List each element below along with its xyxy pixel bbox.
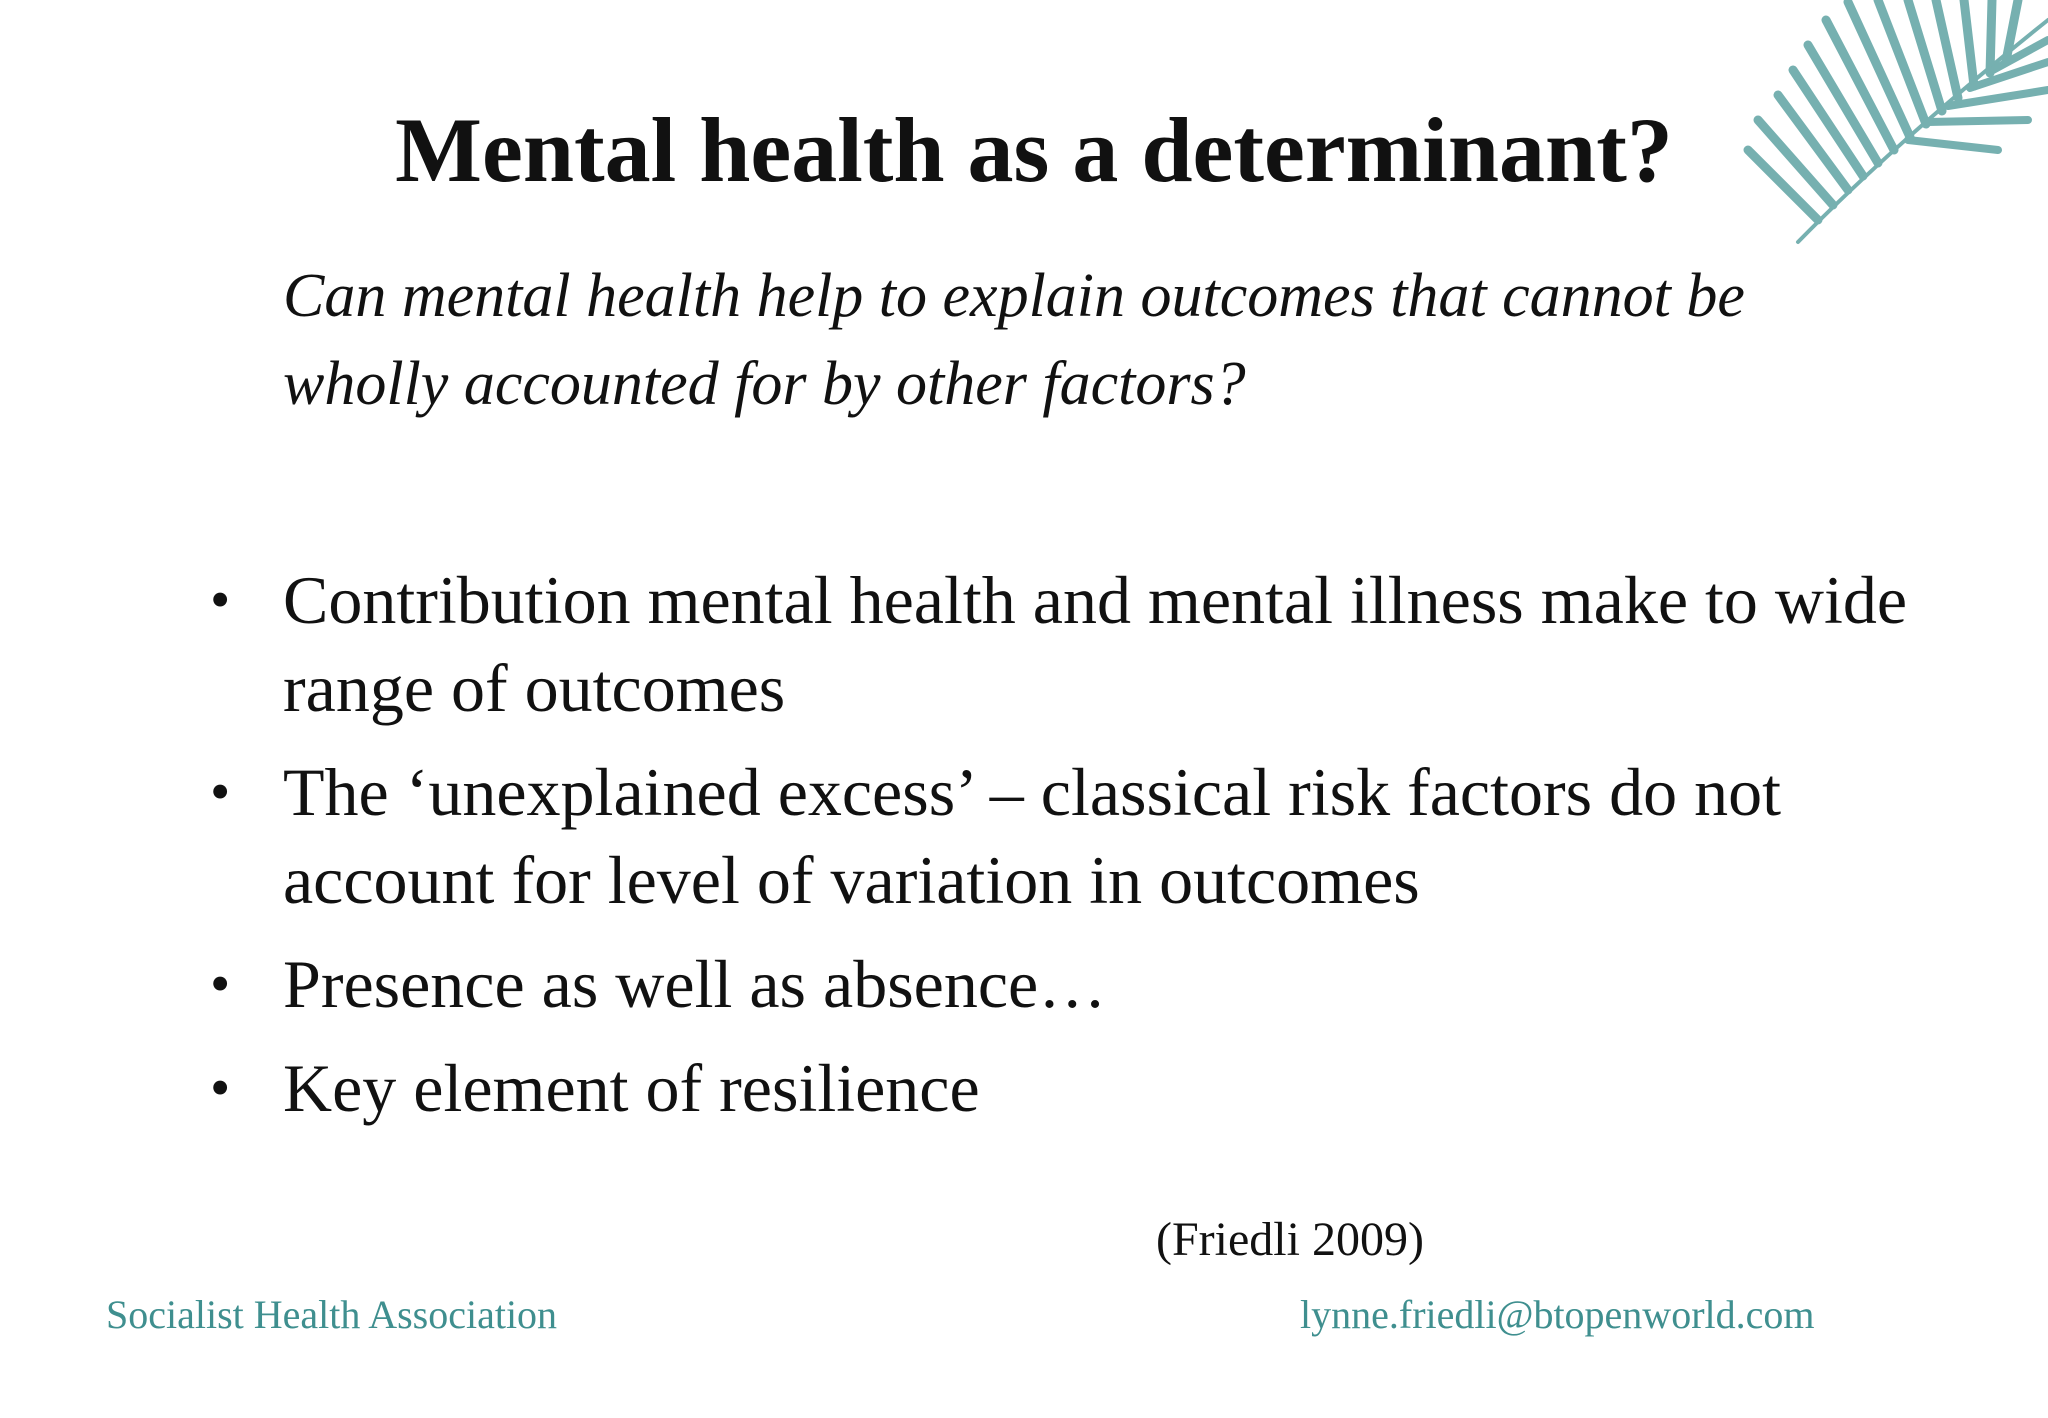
bullet-icon: • bbox=[210, 951, 231, 1016]
bullet-item bbox=[210, 748, 1910, 924]
slide-question: Can mental health help to explain outcomes that cannot be wholly accounted for by other factors? bbox=[283, 262, 1745, 418]
bullet-icon: • bbox=[210, 759, 231, 824]
bullet-text: Presence as well as absence… bbox=[283, 946, 1107, 1022]
bullet-text: Key element of resilience bbox=[283, 1050, 980, 1126]
bullet-text: The ‘unexplained excess’ – classical risk factors do not account for level of variation in outcomes bbox=[283, 754, 1781, 918]
bullet-item bbox=[210, 1044, 1910, 1132]
slide-title: Mental health as a determinant? bbox=[395, 99, 1673, 201]
bullet-text: Contribution mental health and mental illness make to wide range of outcomes bbox=[283, 562, 1908, 726]
footer-organization: Socialist Health Association bbox=[106, 1292, 558, 1337]
bullet-item bbox=[210, 556, 1910, 732]
citation: (Friedli 2009) bbox=[1156, 1213, 1424, 1266]
bullet-icon: • bbox=[210, 1055, 231, 1120]
bullet-item bbox=[210, 940, 1910, 1028]
bullet-list bbox=[210, 556, 1910, 1148]
footer-email-link[interactable]: lynne.friedli@btopenworld.com bbox=[1300, 1292, 1815, 1337]
bullet-icon: • bbox=[210, 567, 231, 632]
